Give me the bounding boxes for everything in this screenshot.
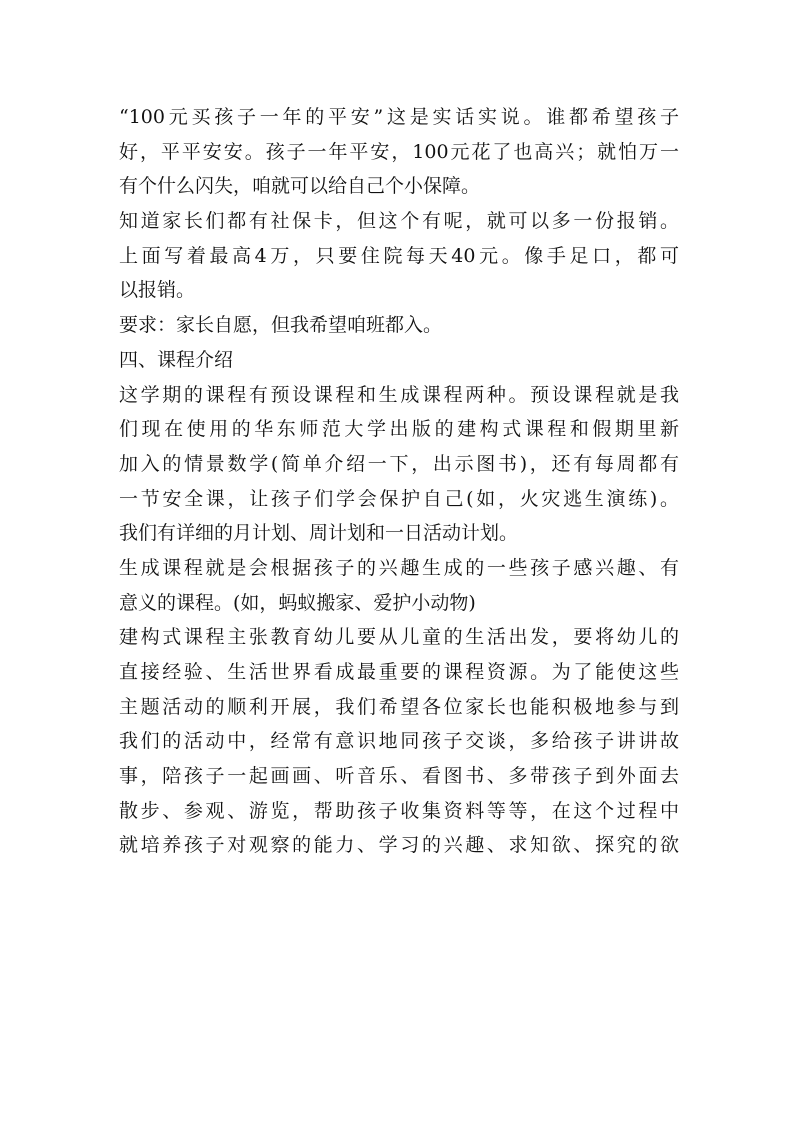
text-line: 一节安全课，让孩子们学会保护自己(如，火灾逃生演练)。 [119,487,679,510]
text-line: 这学期的课程有预设课程和生成课程两种。预设课程就是我 [119,383,679,406]
text-line: 要求：家长自愿，但我希望咱班都入。 [119,314,443,337]
text-line: 散步、参观、游览，帮助孩子收集资料等等，在这个过程中 [119,799,679,822]
text-line: 我们有详细的月计划、周计划和一日活动计划。 [119,522,519,545]
text-line: “100元买孩子一年的平安”这是实话实说。谁都希望孩子 [119,106,679,128]
text-line: 意义的课程。(如，蚂蚁搬家、爱护小动物) [119,591,476,614]
text-line: 以报销。 [119,279,196,302]
text-line: 建构式课程主张教育幼儿要从儿童的生活出发，要将幼儿的 [119,626,679,649]
text-line: 上面写着最高4万，只要住院每天40元。像手足口，都可 [119,244,679,267]
text-line: 知道家长们都有社保卡，但这个有呢，就可以多一份报销。 [119,210,679,233]
text-line: 我们的活动中，经常有意识地同孩子交谈，多给孩子讲讲故 [119,730,679,753]
text-line: 有个什么闪失，咱就可以给自己个小保障。 [119,175,481,198]
text-line: 主题活动的顺利开展，我们希望各位家长也能积极地参与到 [119,695,679,718]
text-line: 加入的情景数学(简单介绍一下，出示图书)，还有每周都有 [119,452,679,475]
section-heading: 四、课程介绍 [119,348,234,371]
text-line: 事，陪孩子一起画画、听音乐、看图书、多带孩子到外面去 [119,765,679,788]
text-line: 直接经验、生活世界看成最重要的课程资源。为了能使这些 [119,661,679,683]
text-line: 就培养孩子对观察的能力、学习的兴趣、求知欲、探究的欲 [119,834,679,857]
text-line: 生成课程就是会根据孩子的兴趣生成的一些孩子感兴趣、有 [119,556,679,579]
body-text [119,100,679,863]
text-line: 好，平平安安。孩子一年平安，100元花了也高兴；就怕万一 [119,140,679,163]
text-line: 们现在使用的华东师范大学出版的建构式课程和假期里新 [119,418,679,441]
